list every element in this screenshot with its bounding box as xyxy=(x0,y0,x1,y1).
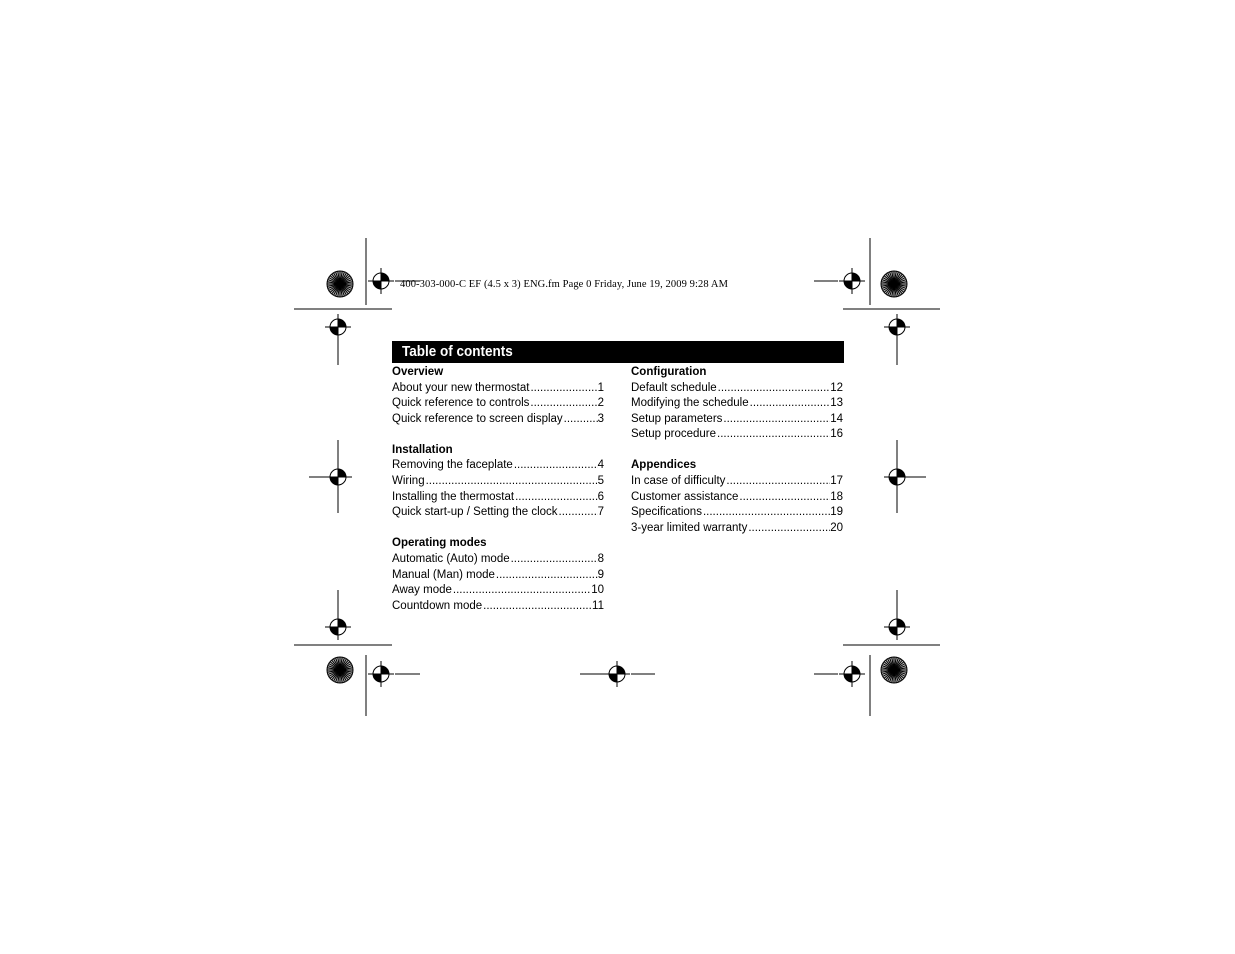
dot-leader xyxy=(749,396,831,412)
toc-section-configuration xyxy=(631,365,843,443)
entry-page-number: 20 xyxy=(830,521,843,534)
entry-page-number: 13 xyxy=(830,397,843,410)
dot-leader xyxy=(529,396,597,412)
entry-page-number: 8 xyxy=(597,552,604,565)
entry-page-number: 2 xyxy=(597,397,604,410)
toc-left-column xyxy=(392,365,604,630)
toc-entry[interactable] xyxy=(631,505,843,521)
entry-page-number: 7 xyxy=(597,506,604,519)
entry-page-number: 14 xyxy=(830,412,843,425)
section-heading: Appendices xyxy=(631,459,697,472)
entry-label: Customer assistance xyxy=(631,490,739,503)
entry-page-number: 6 xyxy=(597,490,604,503)
toc-entry[interactable] xyxy=(631,412,843,428)
entry-label: Quick start-up / Setting the clock xyxy=(392,506,558,519)
entry-label: Modifying the schedule xyxy=(631,397,749,410)
entry-page-number: 3 xyxy=(597,412,604,425)
starburst-top-right-center xyxy=(892,282,897,287)
registration-target-quadrant xyxy=(889,477,897,485)
toc-entry[interactable] xyxy=(631,474,843,490)
entry-label: Quick reference to controls xyxy=(392,397,530,410)
toc-entry[interactable] xyxy=(392,474,604,490)
toc-title: Table of contents xyxy=(402,343,513,360)
toc-entry[interactable] xyxy=(392,490,604,506)
dot-leader xyxy=(702,505,830,521)
registration-target-quadrant xyxy=(330,627,338,635)
registration-target-quadrant xyxy=(330,477,338,485)
toc-entry[interactable] xyxy=(392,599,604,615)
dot-leader xyxy=(513,458,598,474)
dot-leader xyxy=(510,552,598,568)
registration-target-quadrant xyxy=(897,619,905,627)
dot-leader xyxy=(716,427,830,443)
entry-label: Manual (Man) mode xyxy=(392,568,495,581)
entry-label: Quick reference to screen display xyxy=(392,412,563,425)
toc-section-installation xyxy=(392,443,604,521)
toc-section-operating-modes xyxy=(392,536,604,614)
entry-page-number: 12 xyxy=(830,381,843,394)
toc-entry[interactable] xyxy=(631,521,843,537)
file-slug-header: 400-303-000-C EF (4.5 x 3) ENG.fm Page 0 Friday, June 19, 2009 9:28 AM xyxy=(400,279,729,290)
registration-target-quadrant xyxy=(330,327,338,335)
toc-title-banner xyxy=(392,341,844,363)
registration-target-quadrant xyxy=(609,674,617,682)
dot-leader xyxy=(722,412,830,428)
dot-leader xyxy=(482,599,592,615)
section-heading: Configuration xyxy=(631,366,707,378)
dot-leader xyxy=(529,381,597,397)
registration-target-quadrant xyxy=(844,281,852,289)
registration-target-quadrant xyxy=(889,327,897,335)
entry-page-number: 11 xyxy=(592,599,604,612)
starburst-bottom-right-center xyxy=(892,668,897,673)
dot-leader xyxy=(514,490,598,506)
registration-target-quadrant xyxy=(338,469,346,477)
dot-leader xyxy=(425,474,598,490)
toc-entry[interactable] xyxy=(392,552,604,568)
registration-target-quadrant xyxy=(338,619,346,627)
registration-target-quadrant xyxy=(889,627,897,635)
registration-target-quadrant xyxy=(897,469,905,477)
entry-page-number: 10 xyxy=(591,584,604,597)
starburst-bottom-left-center xyxy=(338,668,343,673)
toc-entry[interactable] xyxy=(631,381,843,397)
toc-entry[interactable] xyxy=(392,583,604,599)
registration-target-quadrant xyxy=(381,666,389,674)
toc-entry[interactable] xyxy=(392,412,604,428)
registration-target-quadrant xyxy=(338,319,346,327)
registration-target-quadrant xyxy=(381,273,389,281)
registration-target-quadrant xyxy=(373,674,381,682)
entry-label: About your new thermostat xyxy=(392,381,530,394)
toc-entry[interactable] xyxy=(392,396,604,412)
toc-entry[interactable] xyxy=(631,427,843,443)
toc-entry[interactable] xyxy=(392,568,604,584)
entry-page-number: 4 xyxy=(597,459,604,472)
dot-leader xyxy=(717,381,831,397)
toc-entry[interactable] xyxy=(392,381,604,397)
registration-target-quadrant xyxy=(373,281,381,289)
entry-label: In case of difficulty xyxy=(631,475,726,488)
entry-label: Default schedule xyxy=(631,381,717,394)
entry-label: Installing the thermostat xyxy=(392,490,515,503)
toc-section-overview xyxy=(392,365,604,427)
registration-target-quadrant xyxy=(617,666,625,674)
section-heading: Installation xyxy=(392,443,453,456)
entry-label: Automatic (Auto) mode xyxy=(392,552,510,565)
toc-right-column xyxy=(631,365,843,552)
entry-label: Setup parameters xyxy=(631,412,723,425)
entry-label: Removing the faceplate xyxy=(392,459,513,472)
dot-leader xyxy=(725,474,830,490)
registration-target-quadrant xyxy=(852,666,860,674)
toc-entry[interactable] xyxy=(392,458,604,474)
toc-entry[interactable] xyxy=(631,490,843,506)
registration-target-quadrant xyxy=(897,319,905,327)
toc-entry[interactable] xyxy=(631,396,843,412)
toc-entry[interactable] xyxy=(392,505,604,521)
registration-target-quadrant xyxy=(852,273,860,281)
entry-label: Away mode xyxy=(392,584,452,597)
section-heading: Overview xyxy=(392,366,444,378)
entry-label: 3-year limited warranty xyxy=(631,521,748,534)
dot-leader xyxy=(558,505,598,521)
entry-page-number: 18 xyxy=(830,490,843,503)
dot-leader xyxy=(452,583,591,599)
entry-label: Specifications xyxy=(631,506,702,519)
entry-page-number: 9 xyxy=(597,568,604,581)
dot-leader xyxy=(563,412,598,428)
registration-target-quadrant xyxy=(844,674,852,682)
entry-page-number: 1 xyxy=(597,381,604,394)
entry-label: Countdown mode xyxy=(392,599,483,612)
dot-leader xyxy=(747,521,830,537)
toc-section-appendices xyxy=(631,458,843,536)
section-heading: Operating modes xyxy=(392,537,487,550)
dot-leader xyxy=(495,568,598,584)
entry-page-number: 17 xyxy=(830,475,843,488)
dot-leader xyxy=(738,490,830,506)
entry-page-number: 16 xyxy=(830,428,843,441)
entry-label: Setup procedure xyxy=(631,428,717,441)
entry-label: Wiring xyxy=(392,475,425,488)
entry-page-number: 5 xyxy=(597,475,604,488)
starburst-top-left-center xyxy=(338,282,343,287)
entry-page-number: 19 xyxy=(830,506,843,519)
